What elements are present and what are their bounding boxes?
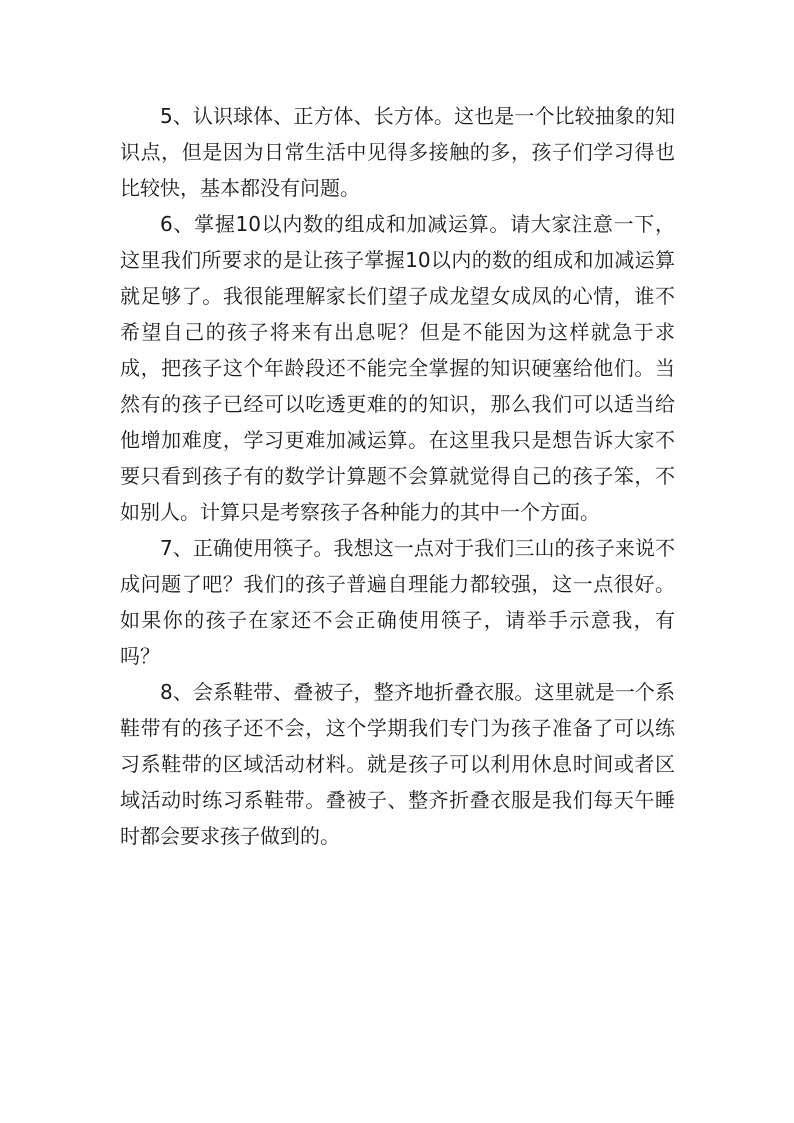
paragraph-item-6: 6、掌握10以内数的组成和加减运算。请大家注意一下，这里我们所要求的是让孩子掌握10以内的数的组成和加减运算就足够了。我很能理解家长们望子成龙望女成凤的心情，谁不希望自己的孩子将来有出息呢？但是不能因为这样就急于求成，把孩子这个年龄段还不能完全掌握的知识硬塞给他们。当然有的孩子已经可以吃透更难的的知识，那么我们可以适当给他增加难度，学习更难加减运算。在这里我只是想告诉大家不要只看到孩子有的数学计算题不会算就觉得自己的孩子笨，不如别人。计算只是考察孩子各种能力的其中一个方面。	[120, 212, 675, 524]
document-page	[120, 98, 675, 854]
paragraph-item-7: 7、正确使用筷子。我想这一点对于我们三山的孩子来说不成问题了吧？我们的孩子普遍自理能力都较强，这一点很好。如果你的孩子在家还不会正确使用筷子，请举手示意我，有吗？	[120, 536, 675, 668]
paragraph-item-8: 8、会系鞋带、叠被子，整齐地折叠衣服。这里就是一个系鞋带有的孩子还不会，这个学期我们专门为孩子准备了可以练习系鞋带的区域活动材料。就是孩子可以利用休息时间或者区域活动时练习系鞋带。叠被子、整齐折叠衣服是我们每天午睡时都会要求孩子做到的。	[120, 680, 675, 848]
paragraph-item-5: 5、认识球体、正方体、长方体。这也是一个比较抽象的知识点，但是因为日常生活中见得多接触的多，孩子们学习得也比较快，基本都没有问题。	[120, 104, 675, 200]
